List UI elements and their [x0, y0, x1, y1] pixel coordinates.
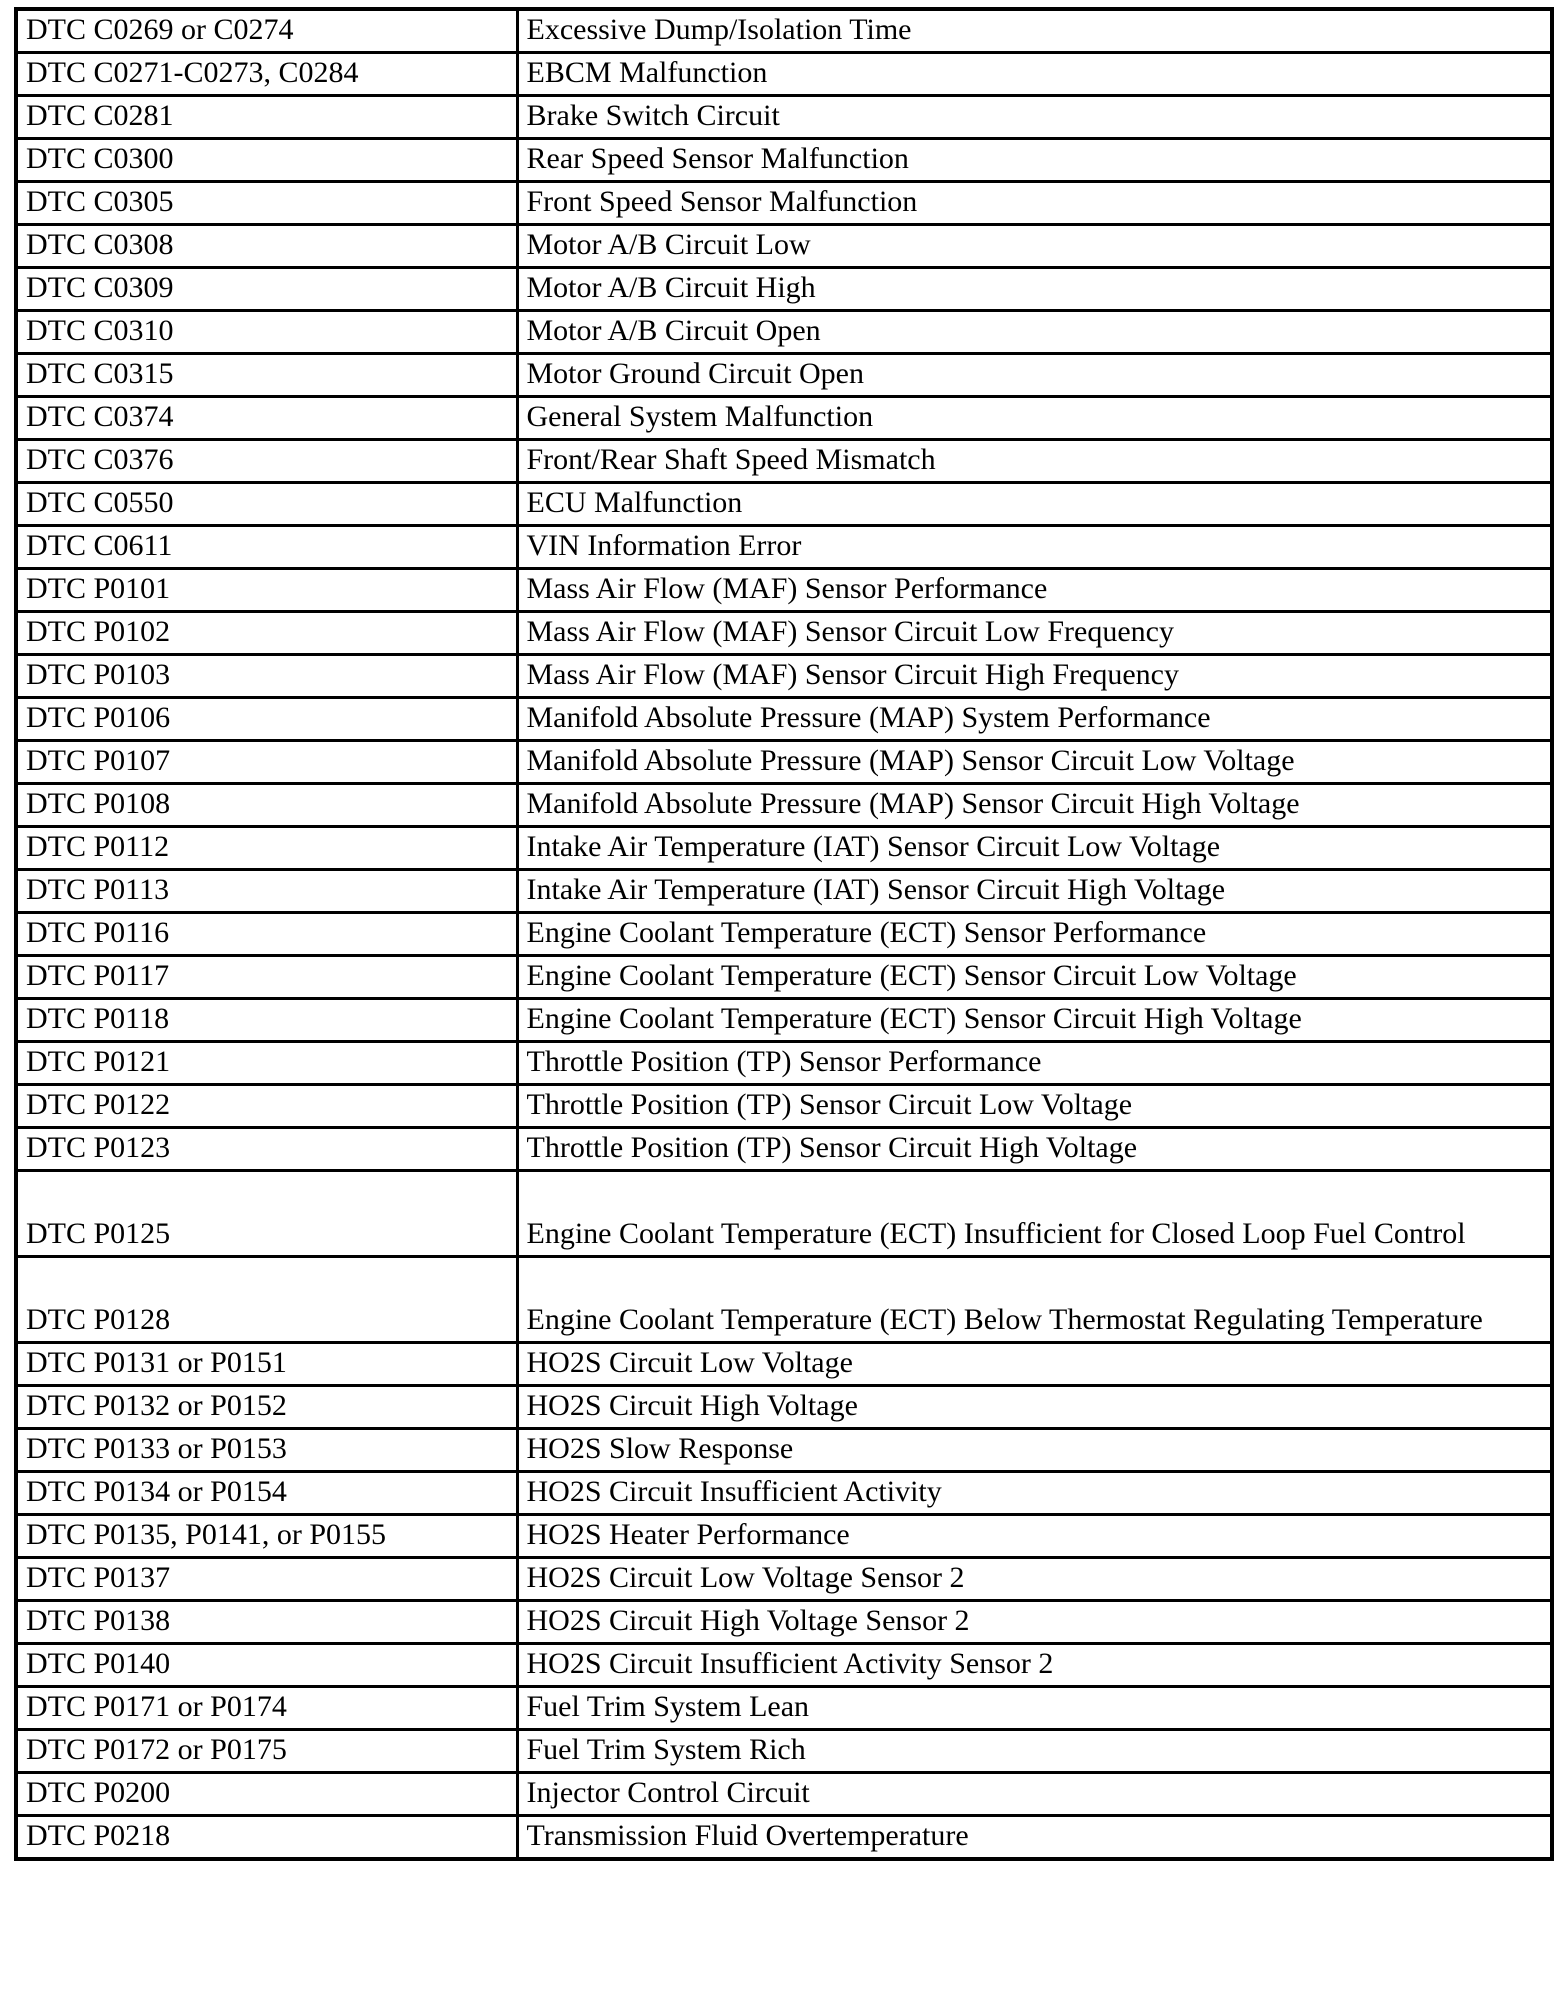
table-row: [16, 311, 1552, 354]
table-row: [16, 612, 1552, 655]
dtc-code-cell: DTC C0310: [16, 311, 517, 354]
table-row: [16, 827, 1552, 870]
dtc-code-cell: DTC P0140: [16, 1644, 517, 1687]
table-row: [16, 96, 1552, 139]
dtc-code-cell: DTC P0137: [16, 1558, 517, 1601]
table-row: [16, 268, 1552, 311]
dtc-code-cell: DTC P0113: [16, 870, 517, 913]
dtc-description-cell: Mass Air Flow (MAF) Sensor Performance: [517, 569, 1552, 612]
dtc-description-cell: EBCM Malfunction: [517, 53, 1552, 96]
dtc-description-cell: Intake Air Temperature (IAT) Sensor Circuit High Voltage: [517, 870, 1552, 913]
table-row: [16, 225, 1552, 268]
dtc-description-cell: General System Malfunction: [517, 397, 1552, 440]
dtc-description-cell: Brake Switch Circuit: [517, 96, 1552, 139]
dtc-description-cell: HO2S Slow Response: [517, 1429, 1552, 1472]
table-row: [16, 1128, 1552, 1171]
dtc-description-cell: Motor Ground Circuit Open: [517, 354, 1552, 397]
dtc-code-cell: DTC C0309: [16, 268, 517, 311]
table-row: [16, 1515, 1552, 1558]
dtc-description-cell: HO2S Circuit High Voltage: [517, 1386, 1552, 1429]
dtc-description-cell: Injector Control Circuit: [517, 1773, 1552, 1816]
dtc-description-cell: Motor A/B Circuit Open: [517, 311, 1552, 354]
dtc-description-cell: Throttle Position (TP) Sensor Performance: [517, 1042, 1552, 1085]
table-row: [16, 1816, 1552, 1860]
dtc-code-cell: DTC P0121: [16, 1042, 517, 1085]
table-row: [16, 1687, 1552, 1730]
dtc-code-cell: DTC P0117: [16, 956, 517, 999]
dtc-code-cell: DTC C0308: [16, 225, 517, 268]
dtc-code-cell: DTC P0106: [16, 698, 517, 741]
dtc-code-cell: DTC P0112: [16, 827, 517, 870]
dtc-description-cell: Throttle Position (TP) Sensor Circuit High Voltage: [517, 1128, 1552, 1171]
table-row: [16, 1773, 1552, 1816]
dtc-code-cell: DTC C0376: [16, 440, 517, 483]
dtc-code-cell: DTC C0271-C0273, C0284: [16, 53, 517, 96]
table-row: [16, 655, 1552, 698]
table-row: [16, 569, 1552, 612]
dtc-description-cell: Mass Air Flow (MAF) Sensor Circuit High Frequency: [517, 655, 1552, 698]
dtc-description-cell: HO2S Circuit Low Voltage Sensor 2: [517, 1558, 1552, 1601]
table-row: [16, 1558, 1552, 1601]
dtc-code-cell: DTC P0123: [16, 1128, 517, 1171]
dtc-description-cell: Fuel Trim System Rich: [517, 1730, 1552, 1773]
table-row: [16, 784, 1552, 827]
dtc-code-cell: DTC P0108: [16, 784, 517, 827]
table-row: [16, 397, 1552, 440]
dtc-description-cell: Manifold Absolute Pressure (MAP) System Performance: [517, 698, 1552, 741]
table-row: [16, 1472, 1552, 1515]
dtc-code-cell: DTC C0269 or C0274: [16, 9, 517, 53]
table-row: [16, 698, 1552, 741]
dtc-description-cell: Manifold Absolute Pressure (MAP) Sensor Circuit High Voltage: [517, 784, 1552, 827]
table-row: [16, 913, 1552, 956]
dtc-description-cell: HO2S Circuit High Voltage Sensor 2: [517, 1601, 1552, 1644]
dtc-description-cell: Engine Coolant Temperature (ECT) Sensor Performance: [517, 913, 1552, 956]
dtc-code-cell: DTC P0200: [16, 1773, 517, 1816]
dtc-description-cell: Engine Coolant Temperature (ECT) Insufficient for Closed Loop Fuel Control: [517, 1171, 1552, 1257]
table-row: [16, 1171, 1552, 1257]
dtc-code-cell: DTC P0172 or P0175: [16, 1730, 517, 1773]
dtc-code-cell: DTC P0116: [16, 913, 517, 956]
dtc-description-cell: Motor A/B Circuit Low: [517, 225, 1552, 268]
dtc-table: [14, 7, 1554, 1861]
dtc-code-cell: DTC P0134 or P0154: [16, 1472, 517, 1515]
dtc-code-cell: DTC P0171 or P0174: [16, 1687, 517, 1730]
dtc-description-cell: Rear Speed Sensor Malfunction: [517, 139, 1552, 182]
dtc-code-cell: DTC C0550: [16, 483, 517, 526]
table-row: [16, 741, 1552, 784]
dtc-code-cell: DTC P0122: [16, 1085, 517, 1128]
dtc-code-cell: DTC P0133 or P0153: [16, 1429, 517, 1472]
dtc-code-cell: DTC P0135, P0141, or P0155: [16, 1515, 517, 1558]
dtc-code-cell: DTC P0103: [16, 655, 517, 698]
dtc-code-cell: DTC P0218: [16, 1816, 517, 1860]
dtc-code-cell: DTC P0128: [16, 1257, 517, 1343]
table-row: [16, 182, 1552, 225]
table-row: [16, 1257, 1552, 1343]
dtc-description-cell: Engine Coolant Temperature (ECT) Sensor Circuit Low Voltage: [517, 956, 1552, 999]
dtc-description-cell: Front/Rear Shaft Speed Mismatch: [517, 440, 1552, 483]
dtc-code-cell: DTC C0300: [16, 139, 517, 182]
table-row: [16, 1343, 1552, 1386]
dtc-description-cell: HO2S Circuit Low Voltage: [517, 1343, 1552, 1386]
dtc-table-body: [16, 9, 1552, 1859]
dtc-code-cell: DTC C0315: [16, 354, 517, 397]
dtc-description-cell: Manifold Absolute Pressure (MAP) Sensor Circuit Low Voltage: [517, 741, 1552, 784]
dtc-code-cell: DTC C0611: [16, 526, 517, 569]
dtc-code-cell: DTC P0118: [16, 999, 517, 1042]
table-row: [16, 53, 1552, 96]
dtc-description-cell: HO2S Circuit Insufficient Activity Sensor 2: [517, 1644, 1552, 1687]
dtc-code-cell: DTC P0138: [16, 1601, 517, 1644]
table-row: [16, 1386, 1552, 1429]
table-row: [16, 9, 1552, 53]
dtc-code-cell: DTC P0107: [16, 741, 517, 784]
table-row: [16, 1644, 1552, 1687]
dtc-code-cell: DTC P0102: [16, 612, 517, 655]
dtc-code-cell: DTC C0305: [16, 182, 517, 225]
table-row: [16, 1601, 1552, 1644]
dtc-code-cell: DTC C0281: [16, 96, 517, 139]
dtc-description-cell: ECU Malfunction: [517, 483, 1552, 526]
dtc-description-cell: Front Speed Sensor Malfunction: [517, 182, 1552, 225]
table-row: [16, 956, 1552, 999]
dtc-description-cell: Intake Air Temperature (IAT) Sensor Circuit Low Voltage: [517, 827, 1552, 870]
dtc-description-cell: Mass Air Flow (MAF) Sensor Circuit Low Frequency: [517, 612, 1552, 655]
dtc-description-cell: Transmission Fluid Overtemperature: [517, 1816, 1552, 1860]
dtc-code-cell: DTC P0125: [16, 1171, 517, 1257]
table-row: [16, 1730, 1552, 1773]
table-row: [16, 483, 1552, 526]
table-row: [16, 999, 1552, 1042]
dtc-description-cell: Engine Coolant Temperature (ECT) Sensor Circuit High Voltage: [517, 999, 1552, 1042]
table-row: [16, 440, 1552, 483]
dtc-description-cell: VIN Information Error: [517, 526, 1552, 569]
dtc-description-cell: Motor A/B Circuit High: [517, 268, 1552, 311]
table-row: [16, 870, 1552, 913]
dtc-description-cell: Fuel Trim System Lean: [517, 1687, 1552, 1730]
dtc-description-cell: HO2S Circuit Insufficient Activity: [517, 1472, 1552, 1515]
table-row: [16, 139, 1552, 182]
dtc-description-cell: Throttle Position (TP) Sensor Circuit Low Voltage: [517, 1085, 1552, 1128]
table-row: [16, 1429, 1552, 1472]
dtc-code-cell: DTC P0131 or P0151: [16, 1343, 517, 1386]
table-row: [16, 1085, 1552, 1128]
dtc-code-cell: DTC P0101: [16, 569, 517, 612]
dtc-code-cell: DTC C0374: [16, 397, 517, 440]
dtc-description-cell: Engine Coolant Temperature (ECT) Below Thermostat Regulating Temperature: [517, 1257, 1552, 1343]
table-row: [16, 1042, 1552, 1085]
dtc-description-cell: Excessive Dump/Isolation Time: [517, 9, 1552, 53]
dtc-description-cell: HO2S Heater Performance: [517, 1515, 1552, 1558]
dtc-code-cell: DTC P0132 or P0152: [16, 1386, 517, 1429]
table-row: [16, 354, 1552, 397]
table-row: [16, 526, 1552, 569]
